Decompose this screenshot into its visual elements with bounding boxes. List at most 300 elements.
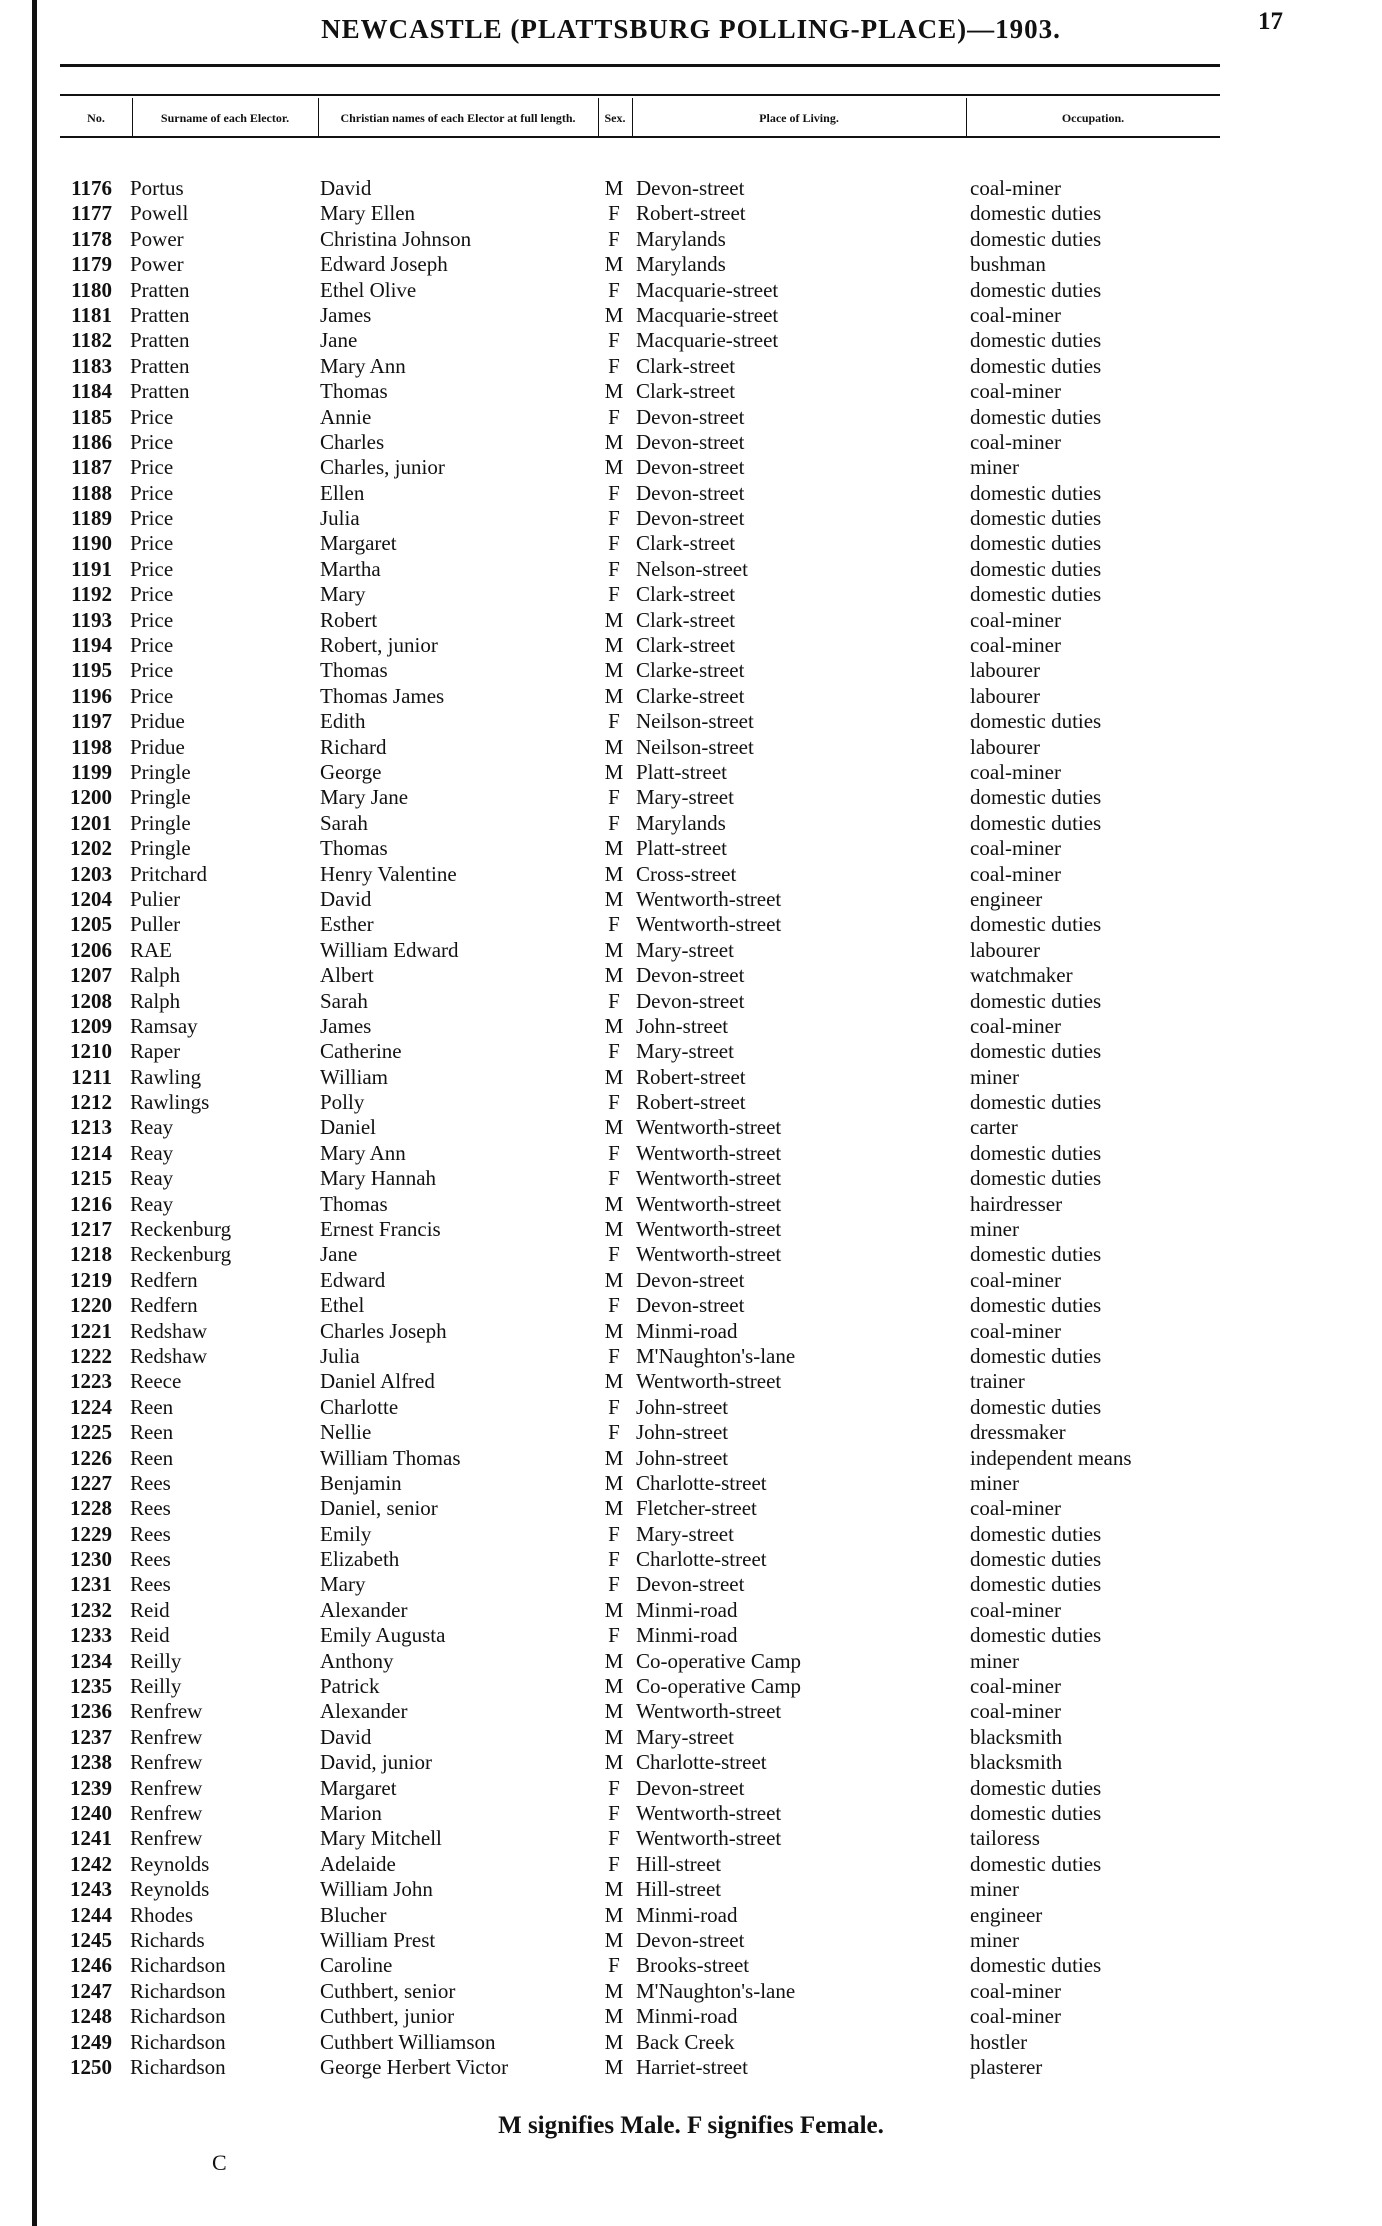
elector-occupation: domestic duties: [970, 556, 1102, 581]
elector-row: [0, 811, 1382, 836]
elector-row: [0, 1014, 1382, 1039]
elector-number: 1250: [70, 2054, 112, 2079]
elector-place: Clark-street: [636, 582, 736, 607]
elector-occupation: coal-miner: [970, 1978, 1061, 2003]
elector-place: Macquarie-street: [636, 277, 779, 302]
elector-place: M'Naughton's-lane: [636, 1978, 796, 2003]
elector-number: 1236: [70, 1699, 112, 1724]
elector-given-names: David: [320, 886, 372, 911]
elector-occupation: domestic duties: [970, 1572, 1102, 1597]
elector-place: Minmi-road: [636, 1902, 738, 1927]
elector-sex: M: [604, 607, 624, 632]
elector-sex: M: [604, 633, 624, 658]
elector-given-names: Ellen: [320, 480, 365, 505]
elector-place: John-street: [636, 1394, 729, 1419]
elector-sex: M: [604, 1318, 624, 1343]
elector-row: [0, 455, 1382, 480]
elector-given-names: Polly: [320, 1090, 365, 1115]
elector-place: Devon-street: [636, 506, 745, 531]
elector-sex: M: [604, 683, 624, 708]
page-number: 17: [1258, 8, 1283, 35]
elector-occupation: hairdresser: [970, 1191, 1063, 1216]
elector-number: 1210: [70, 1039, 112, 1064]
elector-given-names: William Thomas: [320, 1445, 461, 1470]
elector-occupation: watchmaker: [970, 963, 1073, 988]
elector-row: [0, 1903, 1382, 1928]
elector-occupation: domestic duties: [970, 353, 1102, 378]
elector-sex: M: [604, 1597, 624, 1622]
elector-occupation: plasterer: [970, 2054, 1043, 2079]
elector-occupation: domestic duties: [970, 1801, 1102, 1825]
elector-number: 1199: [71, 759, 112, 784]
elector-surname: Reynolds: [130, 1877, 210, 1902]
elector-surname: Rees: [130, 1572, 171, 1597]
elector-given-names: Emily: [320, 1521, 372, 1546]
elector-occupation: domestic duties: [970, 277, 1102, 302]
elector-sex: M: [604, 1470, 624, 1495]
elector-number: 1218: [70, 1242, 112, 1267]
elector-occupation: trainer: [970, 1369, 1025, 1394]
elector-place: Wentworth-street: [636, 1166, 782, 1191]
elector-sex: F: [608, 1343, 620, 1368]
elector-row: [0, 481, 1382, 506]
elector-sex: M: [604, 2029, 624, 2054]
elector-sex: M: [604, 937, 624, 962]
elector-sex: F: [608, 226, 620, 251]
elector-given-names: Nellie: [320, 1420, 372, 1445]
elector-sex: M: [604, 1496, 624, 1521]
elector-occupation: domestic duties: [970, 1343, 1102, 1368]
elector-occupation: domestic duties: [970, 1394, 1102, 1419]
elector-sex: F: [608, 1547, 620, 1572]
elector-surname: Reckenburg: [130, 1242, 232, 1267]
elector-place: Hill-street: [636, 1851, 722, 1876]
elector-row: [0, 1192, 1382, 1217]
elector-sex: M: [604, 1115, 624, 1140]
elector-number: 1234: [70, 1648, 112, 1673]
elector-sex: F: [608, 1394, 620, 1419]
elector-occupation: coal-miner: [970, 429, 1061, 454]
elector-surname: Pratten: [130, 277, 190, 302]
elector-given-names: Blucher: [320, 1902, 387, 1927]
elector-number: 1214: [70, 1140, 112, 1165]
elector-given-names: Adelaide: [320, 1851, 396, 1876]
elector-number: 1249: [70, 2029, 112, 2054]
elector-sex: M: [604, 1674, 624, 1699]
elector-given-names: Thomas James: [320, 683, 445, 708]
elector-occupation: coal-miner: [970, 836, 1061, 861]
elector-surname: Reece: [130, 1369, 182, 1394]
elector-row: [0, 1217, 1382, 1242]
elector-place: Back Creek: [636, 2029, 735, 2054]
elector-number: 1229: [70, 1521, 112, 1546]
elector-occupation: domestic duties: [970, 810, 1102, 835]
elector-place: Marylands: [636, 226, 726, 251]
elector-given-names: Julia: [320, 506, 360, 531]
elector-number: 1201: [70, 810, 112, 835]
elector-row: [0, 1496, 1382, 1521]
elector-place: Co-operative Camp: [636, 1674, 802, 1699]
elector-surname: Pringle: [130, 836, 191, 861]
elector-place: Nelson-street: [636, 556, 748, 581]
elector-number: 1241: [70, 1826, 112, 1851]
elector-place: Wentworth-street: [636, 1217, 782, 1242]
elector-row: [0, 1801, 1382, 1826]
elector-place: Mary-street: [636, 937, 734, 962]
elector-row: [0, 785, 1382, 810]
elector-occupation: coal-miner: [970, 302, 1061, 327]
elector-place: Charlotte-street: [636, 1470, 767, 1495]
elector-surname: Powell: [130, 201, 189, 226]
elector-occupation: domestic duties: [970, 480, 1102, 505]
elector-sex: F: [608, 480, 620, 505]
header-bottom-rule: [60, 136, 1220, 138]
elector-row: [0, 278, 1382, 303]
elector-row: [0, 1319, 1382, 1344]
page-signature-mark: C: [212, 2150, 227, 2175]
elector-number: 1191: [71, 556, 112, 581]
elector-row: [0, 1446, 1382, 1471]
elector-number: 1182: [71, 328, 112, 353]
elector-place: Devon-street: [636, 1293, 745, 1318]
elector-place: Devon-street: [636, 1572, 745, 1597]
elector-number: 1190: [71, 531, 112, 556]
elector-place: Brooks-street: [636, 1953, 750, 1978]
elector-given-names: Mary: [320, 582, 366, 607]
elector-occupation: coal-miner: [970, 1699, 1061, 1724]
elector-number: 1219: [70, 1267, 112, 1292]
elector-place: Wentworth-street: [636, 1140, 782, 1165]
elector-row: [0, 938, 1382, 963]
elector-given-names: Jane: [320, 1242, 358, 1267]
elector-number: 1226: [70, 1445, 112, 1470]
elector-given-names: Charles: [320, 429, 385, 454]
elector-sex: M: [604, 2054, 624, 2079]
elector-given-names: Ernest Francis: [320, 1217, 441, 1242]
elector-sex: F: [608, 531, 620, 556]
elector-occupation: domestic duties: [970, 506, 1102, 531]
elector-sex: M: [604, 1978, 624, 2003]
elector-occupation: miner: [970, 1217, 1019, 1242]
elector-surname: Ralph: [130, 963, 181, 988]
elector-occupation: coal-miner: [970, 1013, 1061, 1038]
elector-sex: M: [604, 429, 624, 454]
elector-occupation: engineer: [970, 1902, 1043, 1927]
elector-occupation: bushman: [970, 252, 1046, 277]
elector-occupation: miner: [970, 1470, 1019, 1495]
elector-place: Robert-street: [636, 201, 746, 226]
elector-place: Cross-street: [636, 861, 737, 886]
elector-sex: M: [604, 1927, 624, 1952]
elector-sex: M: [604, 1750, 624, 1775]
elector-sex: M: [604, 861, 624, 886]
elector-surname: Reen: [130, 1445, 174, 1470]
elector-surname: Pridue: [130, 734, 185, 759]
elector-row: [0, 506, 1382, 531]
elector-sex: M: [604, 455, 624, 480]
elector-given-names: Charles Joseph: [320, 1318, 447, 1343]
elector-number: 1206: [70, 937, 112, 962]
elector-place: Devon-street: [636, 455, 745, 480]
elector-sex: M: [604, 886, 624, 911]
elector-number: 1238: [70, 1750, 112, 1775]
elector-given-names: Richard: [320, 734, 387, 759]
elector-row: [0, 1522, 1382, 1547]
column-header-given: Christian names of each Elector at full length.: [318, 98, 599, 138]
elector-number: 1204: [70, 886, 112, 911]
elector-given-names: James: [320, 302, 372, 327]
elector-place: Macquarie-street: [636, 328, 779, 353]
elector-sex: F: [608, 1293, 620, 1318]
elector-given-names: William John: [320, 1877, 433, 1902]
elector-row: [0, 1344, 1382, 1369]
elector-occupation: miner: [970, 455, 1019, 480]
elector-given-names: Daniel Alfred: [320, 1369, 435, 1394]
elector-number: 1242: [70, 1851, 112, 1876]
elector-given-names: Benjamin: [320, 1470, 402, 1495]
elector-occupation: domestic duties: [970, 1090, 1102, 1115]
elector-sex: M: [604, 176, 624, 200]
elector-place: Devon-street: [636, 1267, 745, 1292]
elector-place: Devon-street: [636, 404, 745, 429]
elector-given-names: Ethel: [320, 1293, 365, 1318]
elector-sex: F: [608, 1140, 620, 1165]
elector-number: 1202: [70, 836, 112, 861]
elector-surname: Ramsay: [130, 1013, 198, 1038]
elector-sex: M: [604, 1699, 624, 1724]
elector-surname: Price: [130, 506, 174, 531]
elector-sex: M: [604, 379, 624, 404]
elector-row: [0, 1572, 1382, 1597]
elector-row: [0, 1471, 1382, 1496]
elector-sex: M: [604, 1217, 624, 1242]
elector-surname: Richardson: [130, 2029, 226, 2054]
elector-occupation: domestic duties: [970, 201, 1102, 226]
elector-number: 1217: [70, 1217, 112, 1242]
elector-given-names: Marion: [320, 1801, 382, 1825]
elector-place: Robert-street: [636, 1090, 746, 1115]
elector-place: Wentworth-street: [636, 1191, 782, 1216]
elector-occupation: coal-miner: [970, 759, 1061, 784]
elector-row: [0, 1420, 1382, 1445]
elector-row: [0, 1141, 1382, 1166]
elector-row: [0, 1750, 1382, 1775]
elector-place: Neilson-street: [636, 734, 754, 759]
elector-given-names: Martha: [320, 556, 381, 581]
elector-given-names: Jane: [320, 328, 358, 353]
elector-occupation: hostler: [970, 2029, 1028, 2054]
elector-given-names: Anthony: [320, 1648, 394, 1673]
elector-given-names: Edith: [320, 709, 366, 734]
elector-occupation: coal-miner: [970, 1674, 1061, 1699]
elector-occupation: coal-miner: [970, 379, 1061, 404]
elector-row: [0, 1268, 1382, 1293]
elector-surname: Reen: [130, 1394, 174, 1419]
elector-surname: Pringle: [130, 785, 191, 810]
elector-place: John-street: [636, 1445, 729, 1470]
elector-surname: Redfern: [130, 1267, 198, 1292]
elector-occupation: domestic duties: [970, 1166, 1102, 1191]
elector-surname: Renfrew: [130, 1775, 203, 1800]
elector-place: Minmi-road: [636, 1597, 738, 1622]
elector-given-names: William Prest: [320, 1927, 436, 1952]
elector-surname: Price: [130, 404, 174, 429]
elector-row: [0, 1598, 1382, 1623]
elector-surname: Richardson: [130, 1953, 226, 1978]
elector-surname: Rhodes: [130, 1902, 193, 1927]
elector-place: Wentworth-street: [636, 1369, 782, 1394]
column-header-sex: Sex.: [598, 98, 633, 138]
elector-row: [0, 1725, 1382, 1750]
elector-surname: Reynolds: [130, 1851, 210, 1876]
elector-row: [0, 379, 1382, 404]
elector-surname: Raper: [130, 1039, 181, 1064]
elector-sex: F: [608, 556, 620, 581]
elector-surname: Renfrew: [130, 1699, 203, 1724]
elector-place: Charlotte-street: [636, 1547, 767, 1572]
elector-number: 1203: [70, 861, 112, 886]
elector-surname: Redfern: [130, 1293, 198, 1318]
elector-given-names: Mary: [320, 1572, 366, 1597]
elector-given-names: Henry Valentine: [320, 861, 457, 886]
elector-given-names: Cuthbert Williamson: [320, 2029, 496, 2054]
elector-sex: M: [604, 2004, 624, 2029]
elector-occupation: labourer: [970, 734, 1040, 759]
elector-surname: Redshaw: [130, 1318, 207, 1343]
elector-given-names: Thomas: [320, 836, 388, 861]
elector-occupation: domestic duties: [970, 988, 1102, 1013]
elector-place: Wentworth-street: [636, 912, 782, 937]
elector-sex: F: [608, 1572, 620, 1597]
elector-place: Devon-street: [636, 480, 745, 505]
elector-surname: Richardson: [130, 2054, 226, 2079]
elector-number: 1209: [70, 1013, 112, 1038]
elector-given-names: Daniel: [320, 1115, 376, 1140]
elector-place: Devon-street: [636, 176, 745, 200]
elector-occupation: domestic duties: [970, 709, 1102, 734]
elector-row: [0, 633, 1382, 658]
elector-place: Devon-street: [636, 1775, 745, 1800]
elector-number: 1207: [70, 963, 112, 988]
elector-surname: Renfrew: [130, 1801, 203, 1825]
elector-sex: F: [608, 988, 620, 1013]
elector-place: Hill-street: [636, 1877, 722, 1902]
elector-row: [0, 709, 1382, 734]
elector-occupation: domestic duties: [970, 1623, 1102, 1648]
elector-given-names: Robert, junior: [320, 633, 438, 658]
elector-given-names: Margaret: [320, 531, 397, 556]
elector-number: 1213: [70, 1115, 112, 1140]
elector-place: Charlotte-street: [636, 1750, 767, 1775]
elector-sex: F: [608, 1521, 620, 1546]
elector-occupation: domestic duties: [970, 1140, 1102, 1165]
elector-occupation: miner: [970, 1648, 1019, 1673]
elector-row: [0, 1877, 1382, 1902]
elector-place: Minmi-road: [636, 1623, 738, 1648]
elector-occupation: domestic duties: [970, 912, 1102, 937]
elector-number: 1232: [70, 1597, 112, 1622]
elector-surname: Reen: [130, 1420, 174, 1445]
elector-sex: F: [608, 785, 620, 810]
elector-place: Mary-street: [636, 1521, 734, 1546]
elector-surname: Reid: [130, 1623, 170, 1648]
elector-row: [0, 1395, 1382, 1420]
elector-row: [0, 201, 1382, 226]
elector-occupation: domestic duties: [970, 1547, 1102, 1572]
elector-sex: M: [604, 658, 624, 683]
elector-row: [0, 531, 1382, 556]
elector-sex: M: [604, 302, 624, 327]
elector-occupation: domestic duties: [970, 531, 1102, 556]
elector-given-names: Sarah: [320, 810, 368, 835]
elector-sex: F: [608, 912, 620, 937]
elector-place: Devon-street: [636, 429, 745, 454]
elector-given-names: Julia: [320, 1343, 360, 1368]
sex-footnote: M signifies Male. F signifies Female.: [498, 2112, 884, 2139]
elector-sex: M: [604, 963, 624, 988]
elector-occupation: coal-miner: [970, 176, 1061, 200]
elector-surname: Price: [130, 455, 174, 480]
column-header-occupation: Occupation.: [1061, 110, 1125, 125]
elector-given-names: Alexander: [320, 1597, 408, 1622]
elector-given-names: Charlotte: [320, 1394, 399, 1419]
elector-number: 1221: [70, 1318, 112, 1343]
elector-place: Clark-street: [636, 633, 736, 658]
elector-surname: Richardson: [130, 1978, 226, 2003]
elector-surname: Reay: [130, 1191, 174, 1216]
elector-sex: F: [608, 353, 620, 378]
elector-row: [0, 887, 1382, 912]
elector-occupation: domestic duties: [970, 1242, 1102, 1267]
elector-row: [0, 1649, 1382, 1674]
elector-surname: Price: [130, 531, 174, 556]
elector-number: 1200: [70, 785, 112, 810]
elector-surname: Pratten: [130, 328, 190, 353]
elector-occupation: coal-miner: [970, 607, 1061, 632]
elector-number: 1188: [71, 480, 112, 505]
elector-row: [0, 1090, 1382, 1115]
elector-occupation: coal-miner: [970, 1318, 1061, 1343]
elector-number: 1194: [71, 633, 112, 658]
elector-surname: Renfrew: [130, 1750, 203, 1775]
elector-place: Clark-street: [636, 607, 736, 632]
elector-given-names: Albert: [320, 963, 374, 988]
elector-place: Wentworth-street: [636, 1699, 782, 1724]
elector-number: 1189: [71, 506, 112, 531]
elector-given-names: William: [320, 1064, 388, 1089]
elector-given-names: James: [320, 1013, 372, 1038]
elector-row: [0, 1979, 1382, 2004]
elector-occupation: domestic duties: [970, 404, 1102, 429]
elector-number: 1248: [70, 2004, 112, 2029]
elector-sex: F: [608, 506, 620, 531]
elector-sex: F: [608, 1851, 620, 1876]
elector-number: 1187: [71, 455, 112, 480]
elector-number: 1186: [71, 429, 112, 454]
elector-number: 1179: [71, 252, 112, 277]
elector-row: [0, 227, 1382, 252]
elector-occupation: coal-miner: [970, 1267, 1061, 1292]
elector-given-names: Cuthbert, senior: [320, 1978, 456, 2003]
elector-occupation: domestic duties: [970, 1775, 1102, 1800]
elector-number: 1222: [70, 1343, 112, 1368]
title-rule: [60, 64, 1220, 67]
elector-surname: Pringle: [130, 759, 191, 784]
elector-surname: Price: [130, 658, 174, 683]
elector-place: Wentworth-street: [636, 1801, 782, 1825]
elector-surname: Price: [130, 480, 174, 505]
elector-number: 1224: [70, 1394, 112, 1419]
